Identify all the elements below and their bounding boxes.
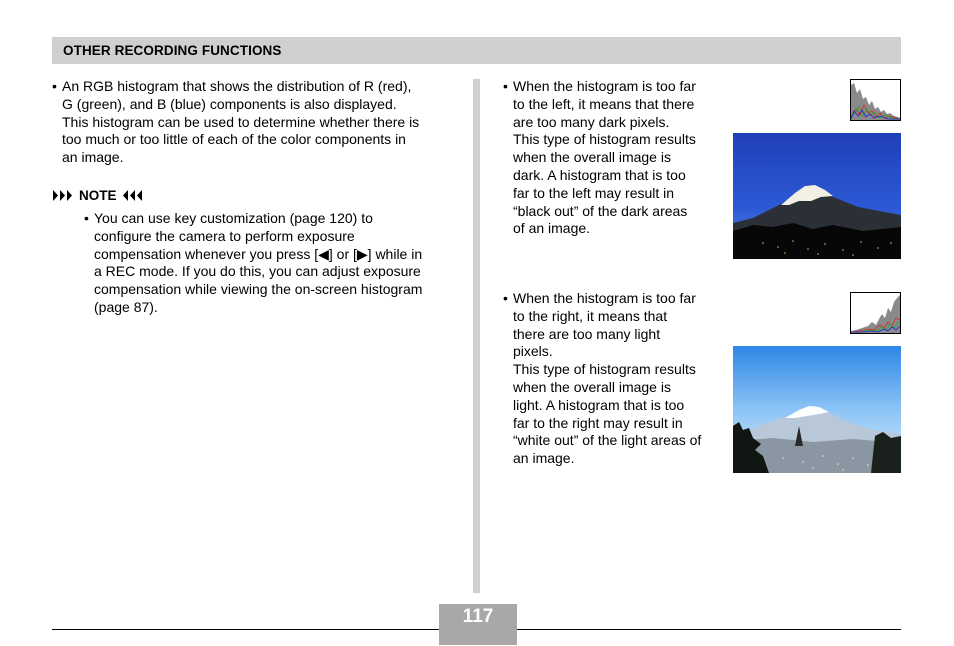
text-line: of an image. (513, 220, 591, 237)
text-line: When the histogram is too far (513, 78, 696, 94)
text-line: compensation while viewing the on-screen histogram (94, 281, 423, 298)
text-line: are too many dark pixels. (513, 113, 670, 130)
page-number: 117 (439, 604, 517, 629)
note-left-arrows-icon (52, 189, 74, 202)
text-line: “black out” of the dark areas (513, 202, 688, 219)
text-line: far to the left may result in (513, 184, 675, 201)
dark-histogram-text (513, 78, 696, 238)
text-line: You can use key customization (page 120) to (94, 210, 373, 226)
text-line: When the histogram is too far (513, 290, 696, 306)
section-title: OTHER RECORDING FUNCTIONS (63, 43, 282, 58)
dark-histogram-icon (850, 79, 901, 121)
text-line: to the right, it means that (513, 307, 668, 324)
text-line: “white out” of the light areas of (513, 432, 702, 449)
text-line: an image. (513, 450, 575, 467)
note-right-arrows-icon (122, 189, 144, 202)
intro-text (62, 78, 419, 167)
text-line: G (green), and B (blue) components is also displayed. (62, 95, 397, 112)
note-text (94, 210, 422, 317)
light-histogram-text (513, 290, 701, 468)
note-label: NOTE (79, 188, 117, 203)
light-histogram-icon (850, 292, 901, 334)
bullet-dot: • (52, 78, 57, 94)
bullet-dot: • (503, 78, 508, 94)
bullet-dot: • (503, 290, 508, 306)
text-line: to the left, it means that there (513, 95, 695, 112)
text-line: a REC mode. If you do this, you can adjust exposure (94, 263, 421, 280)
text-line: This type of histogram results (513, 131, 696, 148)
light-mountain-photo (733, 346, 901, 473)
text-line: there are too many light (513, 325, 661, 342)
page-number-tab (439, 629, 517, 645)
bullet-dot: • (84, 210, 89, 226)
section-header (52, 37, 901, 64)
text-line: too much or too little of each of the color components in (62, 131, 406, 148)
text-line: pixels. (513, 343, 553, 360)
text-line: (page 87). (94, 298, 158, 315)
column-divider (473, 79, 480, 593)
text-line: dark. A histogram that is too (513, 166, 686, 183)
text-line: when the overall image is (513, 378, 671, 395)
dark-mountain-photo (733, 133, 901, 259)
note-heading (52, 188, 144, 203)
text-line: when the overall image is (513, 149, 671, 166)
text-line: This type of histogram results (513, 361, 696, 378)
text-line: This histogram can be used to determine whether there is (62, 113, 420, 130)
text-line: an image. (62, 149, 124, 166)
text-line: configure the camera to perform exposure (94, 227, 355, 244)
text-line: compensation whenever you press [◀] or [▶] while in (94, 245, 423, 262)
text-line: light. A histogram that is too (513, 396, 685, 413)
text-line: An RGB histogram that shows the distribution of R (red), (62, 78, 412, 94)
text-line: far to the right may result in (513, 414, 683, 431)
